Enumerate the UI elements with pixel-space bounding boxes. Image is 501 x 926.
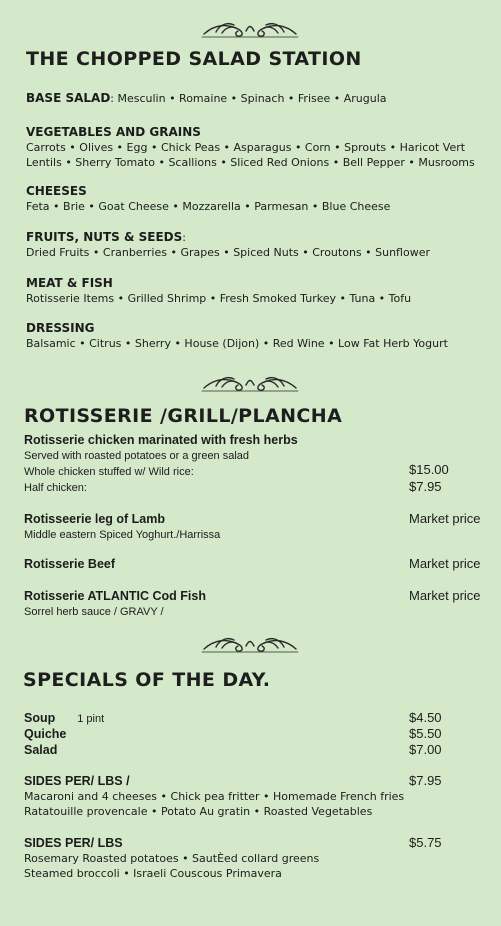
salad-station-title: THE CHOPPED SALAD STATION: [26, 48, 362, 70]
category-dressing: [26, 321, 496, 351]
category-items: Balsamic • Citrus • Sherry • House (Dijon) • Red Wine • Low Fat Herb Yogurt: [26, 337, 448, 350]
item-name: Soup: [24, 711, 56, 725]
category-suffix: :: [182, 231, 187, 244]
category-meat-fish: [26, 276, 496, 306]
item-description: Steamed broccoli • Israeli Couscous Primavera: [24, 867, 282, 880]
flourish-ornament: [200, 19, 300, 41]
category-items: Rotisserie Items • Grilled Shrimp • Fresh Smoked Turkey • Tuna • Tofu: [26, 292, 412, 305]
category-name: VEGETABLES AND GRAINS: [26, 125, 201, 139]
item-description: Macaroni and 4 cheeses • Chick pea fritter • Homemade French fries: [24, 790, 405, 803]
item-price: $5.50: [409, 726, 442, 741]
item-price: Market price: [409, 556, 481, 571]
category-name: CHEESES: [26, 184, 87, 198]
item-name: SIDES PER/ LBS: [24, 836, 123, 850]
item-name: Salad: [24, 743, 58, 757]
category-items: Feta • Brie • Goat Cheese • Mozzarella • Parmesan • Blue Cheese: [26, 200, 391, 213]
flourish-ornament: [200, 634, 300, 656]
category-name: BASE SALAD: [26, 91, 111, 105]
category-heading: [26, 230, 496, 245]
item-price: $7.95: [409, 479, 442, 494]
category-items: Carrots • Olives • Egg • Chick Peas • Asparagus • Corn • Sprouts • Haricot Vert: [26, 141, 466, 154]
category-heading: [26, 91, 496, 106]
item-price: $5.75: [409, 835, 442, 850]
category-base-salad: [26, 91, 496, 106]
category-items: Lentils • Sherry Tomato • Scallions • Sliced Red Onions • Bell Pepper • Musrooms: [26, 156, 475, 169]
rotisserie-title: ROTISSERIE /GRILL/PLANCHA: [24, 405, 343, 427]
item-description: Half chicken:: [24, 482, 87, 494]
item-price: Market price: [409, 588, 481, 603]
item-name: Quiche: [24, 727, 67, 741]
category-cheeses: [26, 184, 496, 214]
category-vegetables-grains: [26, 125, 496, 170]
item-name: Rotisserie ATLANTIC Cod Fish: [24, 589, 206, 603]
item-description: Sorrel herb sauce / GRAVY /: [24, 606, 164, 618]
category-name: MEAT & FISH: [26, 276, 113, 290]
flourish-ornament: [200, 373, 300, 395]
item-name: Rotisseerie leg of Lamb: [24, 512, 166, 526]
category-items: Dried Fruits • Cranberries • Grapes • Spiced Nuts • Croutons • Sunflower: [26, 246, 431, 259]
item-price: $15.00: [409, 462, 449, 477]
item-note: 1 pint: [77, 713, 105, 725]
category-items: : Mesculin • Romaine • Spinach • Frisee • Arugula: [110, 92, 387, 105]
item-price: Market price: [409, 511, 481, 526]
item-price: $7.00: [409, 742, 442, 757]
category-name: FRUITS, NUTS & SEEDS: [26, 230, 183, 244]
item-description: Whole chicken stuffed w/ Wild rice:: [24, 466, 194, 478]
item-name: Rotisserie chicken marinated with fresh herbs: [24, 433, 298, 447]
item-price: $7.95: [409, 773, 442, 788]
item-name: Rotisserie Beef: [24, 557, 116, 571]
item-description: Ratatouille provencale • Potato Au gratin • Roasted Vegetables: [24, 805, 373, 818]
item-price: $4.50: [409, 710, 442, 725]
item-description: Served with roasted potatoes or a green salad: [24, 450, 250, 462]
item-description: Middle eastern Spiced Yoghurt./Harrissa: [24, 529, 221, 541]
item-name: SIDES PER/ LBS /: [24, 774, 130, 788]
item-description: Rosemary Roasted potatoes • SautÈed collard greens: [24, 852, 320, 865]
specials-title: SPECIALS OF THE DAY.: [23, 669, 271, 691]
category-name: DRESSING: [26, 321, 95, 335]
category-fruits-nuts-seeds: [26, 230, 496, 260]
